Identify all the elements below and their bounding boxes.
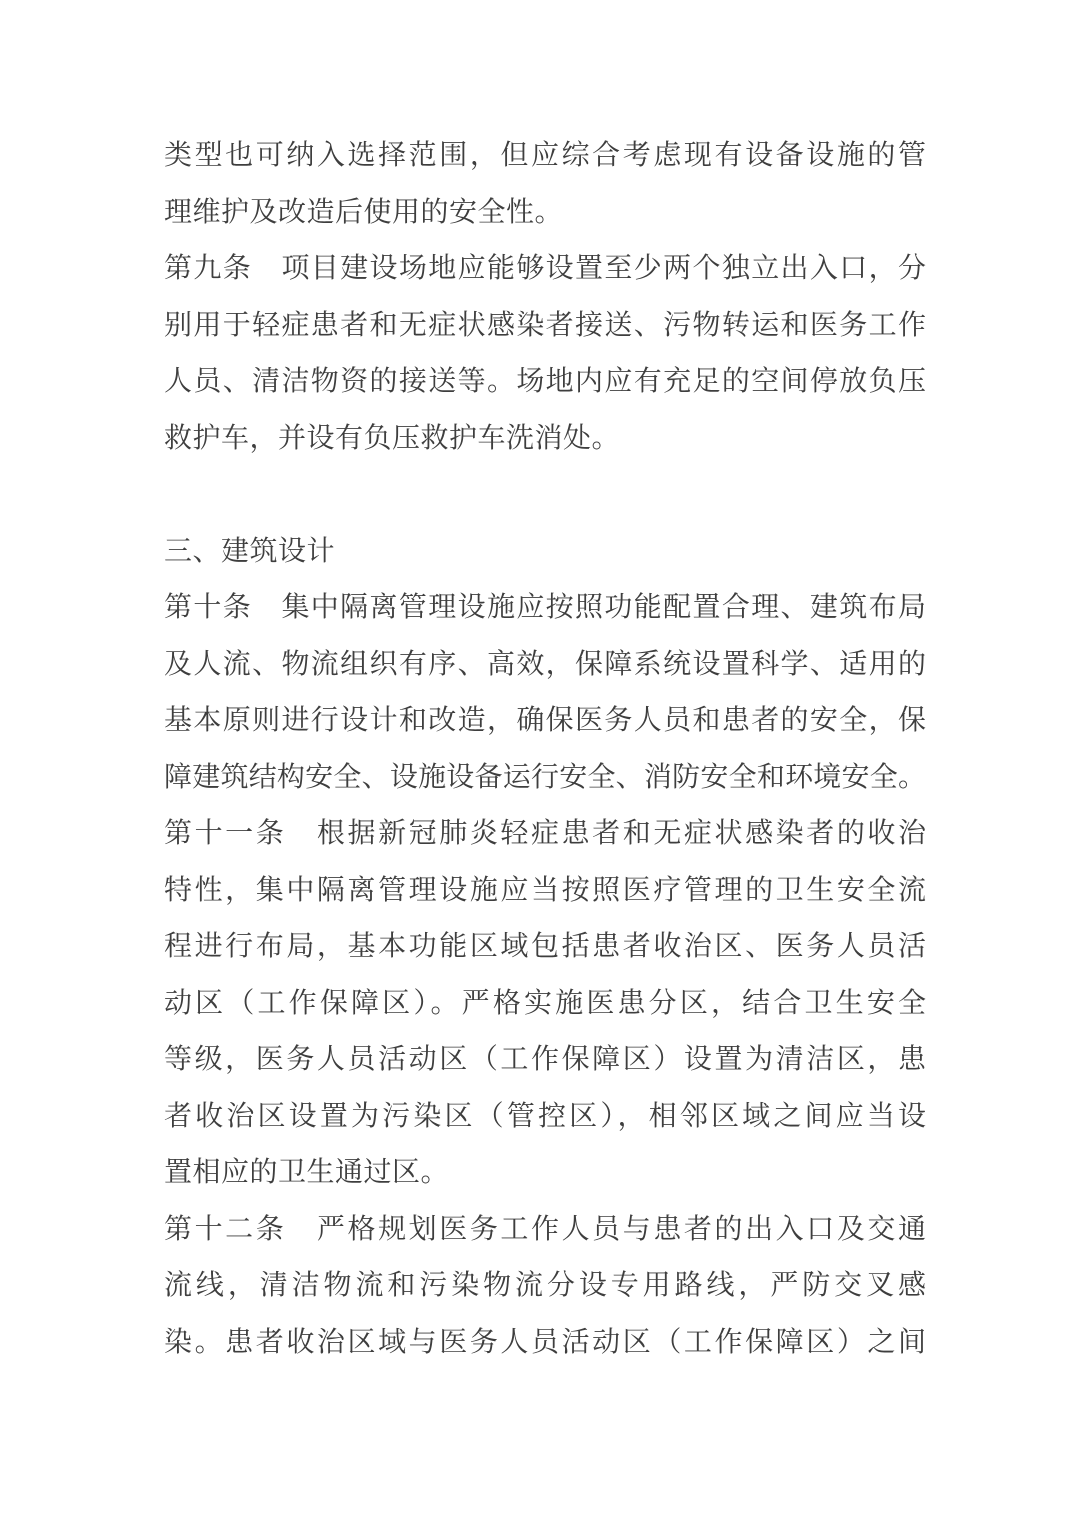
text-line: 染。患者收治区域与医务人员活动区（工作保障区）之间 [164, 1326, 926, 1358]
text-line: 者收治区设置为污染区（管控区），相邻区域之间应当设 [164, 1100, 926, 1132]
blank-line [164, 467, 926, 524]
text-line: 基本原则进行设计和改造，确保医务人员和患者的安全，保 [164, 705, 926, 736]
article-start-line: 第十一条 根据新冠肺炎轻症患者和无症状感染者的收治 [164, 818, 926, 849]
text-line: 动区（工作保障区）。严格实施医患分区，结合卫生安全 [164, 987, 926, 1019]
text-line: 人员、清洁物资的接送等。场地内应有充足的空间停放负压 [164, 366, 926, 397]
text-line: 别用于轻症患者和无症状感染者接送、污物转运和医务工作 [164, 309, 926, 341]
section-heading: 三、建筑设计 [164, 535, 336, 567]
article-start-line: 第九条 项目建设场地应能够设置至少两个独立出入口，分 [164, 253, 926, 284]
article-start-line: 第十条 集中隔离管理设施应按照功能配置合理、建筑布局 [164, 592, 926, 623]
text-line: 救护车，并设有负压救护车洗消处。 [164, 422, 621, 454]
text-line: 特性，集中隔离管理设施应当按照医疗管理的卫生安全流 [164, 874, 926, 906]
text-line: 类型也可纳入选择范围，但应综合考虑现有设备设施的管 [164, 140, 926, 171]
text-line: 等级，医务人员活动区（工作保障区）设置为清洁区，患 [164, 1044, 926, 1075]
document-body [164, 128, 926, 1371]
text-line: 理维护及改造后使用的安全性。 [164, 196, 564, 228]
text-line: 流线，清洁物流和污染物流分设专用路线，严防交叉感 [164, 1270, 926, 1301]
text-line: 程进行布局，基本功能区域包括患者收治区、医务人员活 [164, 931, 926, 962]
text-line: 障建筑结构安全、设施设备运行安全、消防安全和环境安全。 [164, 761, 926, 793]
article-start-line: 第十二条 严格规划医务工作人员与患者的出入口及交通 [164, 1213, 926, 1245]
text-line: 及人流、物流组织有序、高效，保障系统设置科学、适用的 [164, 648, 926, 680]
text-line: 置相应的卫生通过区。 [164, 1157, 450, 1188]
